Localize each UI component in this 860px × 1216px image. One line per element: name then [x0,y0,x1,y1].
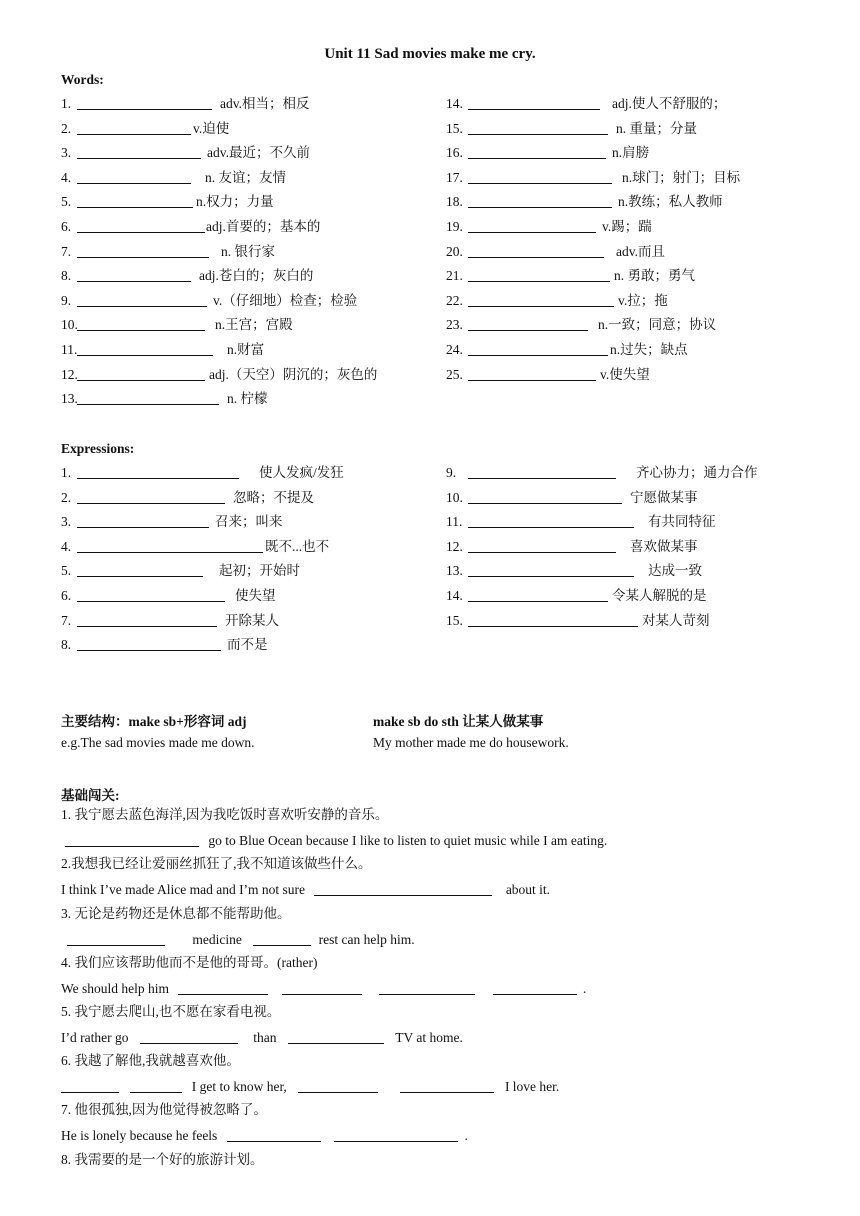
item-meaning: 对某人苛刻 [642,612,710,628]
answer-blank[interactable] [77,169,191,184]
q7-chinese: 7. 他很孤独,因为他觉得被忽略了。 [61,1102,267,1117]
item-number: 14. [446,588,463,603]
answer-blank[interactable] [77,513,209,528]
answer-blank[interactable] [468,538,616,553]
item-meaning: n. 友谊；友情 [205,169,286,185]
item-number: 11. [61,342,78,357]
item-meaning: adj.（天空）阴沉的；灰色的 [209,366,378,382]
list-item [61,340,264,360]
answer-blank[interactable] [77,120,191,135]
list-item [446,266,695,286]
answer-blank[interactable] [77,366,205,381]
q5-text-b: than [253,1030,277,1045]
item-meaning: 召来；叫来 [215,514,283,530]
answer-blank[interactable] [468,218,596,233]
item-number: 21. [446,268,463,284]
item-number: 23. [446,317,463,333]
list-item [446,315,716,335]
item-meaning: n.一致；同意；协议 [598,317,717,333]
structure-example-right: My mother made me do housework. [373,735,569,750]
item-meaning: v.（仔细地）检查；检验 [213,292,358,308]
item-meaning: 起初；开始时 [219,563,300,579]
item-number: 25. [446,366,463,382]
item-number: 4. [61,169,72,185]
item-meaning: adv.相当；相反 [220,96,310,111]
list-item [61,611,279,631]
item-number: 5. [61,563,72,579]
answer-blank[interactable] [77,489,225,504]
answer-blank[interactable] [468,316,588,331]
item-number: 7. [61,612,72,628]
answer-blank[interactable] [468,562,634,577]
answer-blank[interactable] [130,1078,182,1093]
item-meaning: n.教练；私人教师 [618,194,723,210]
item-meaning: n.财富 [227,342,265,357]
item-meaning: 使人发疯/发狂 [259,465,344,480]
answer-blank[interactable] [468,366,596,381]
item-number: 17. [446,169,463,185]
answer-blank[interactable] [77,218,205,233]
item-number: 15. [446,120,463,136]
item-number: 19. [446,219,463,234]
list-item [446,586,707,606]
answer-blank[interactable] [314,881,492,896]
item-number: 1. [61,96,72,111]
answer-blank[interactable] [77,562,203,577]
item-meaning: n. 重量；分量 [616,120,697,136]
item-meaning: n. 银行家 [221,243,275,259]
item-meaning: 宁愿做某事 [630,489,698,505]
answer-blank[interactable] [379,980,475,995]
words-heading: Words: [61,72,104,87]
q5-chinese: 5. 我宁愿去爬山,也不愿在家看电视。 [61,1004,281,1019]
list-item [61,291,357,311]
item-meaning: adv.最近；不久前 [207,145,310,161]
structure-heading-right: make sb do sth 让某人做某事 [373,714,544,729]
list-item [446,168,740,188]
list-item [61,488,314,508]
answer-blank[interactable] [77,390,219,405]
answer-blank[interactable] [77,587,225,602]
answer-blank[interactable] [77,292,207,307]
item-meaning: 而不是 [227,637,268,653]
list-item [61,217,320,237]
q5-english [61,1028,463,1048]
item-number: 6. [61,219,72,234]
item-meaning: adj.首要的；基本的 [206,219,321,234]
list-item [61,389,268,409]
list-item [61,143,310,163]
answer-blank[interactable] [298,1078,378,1093]
q1-text: go to Blue Ocean because I like to listen to quiet music while I am eating. [208,833,608,848]
item-meaning: adj.使人不舒服的； [612,96,727,111]
page-title: Unit 11 Sad movies make me cry. [324,46,536,62]
q1-english [61,831,607,851]
list-item [446,512,716,532]
answer-blank[interactable] [61,1078,119,1093]
answer-blank[interactable] [468,489,622,504]
item-meaning: v.使失望 [600,366,650,382]
item-number: 22. [446,292,463,308]
item-number: 2. [61,489,72,505]
answer-blank[interactable] [77,612,217,627]
list-item [446,561,702,581]
q2-chinese: 2.我想我已经让爱丽丝抓狂了,我不知道该做些什么。 [61,856,372,871]
item-number: 15. [446,612,463,628]
list-item [61,94,310,114]
list-item [61,512,283,532]
list-item [446,94,726,114]
answer-blank[interactable] [253,931,311,946]
answer-blank[interactable] [468,193,612,208]
answer-blank[interactable] [493,980,577,995]
item-number: 13. [446,563,463,579]
q7-text-b: . [464,1128,468,1143]
item-meaning: 开除某人 [225,612,279,628]
item-meaning: n. 柠檬 [227,391,268,407]
answer-blank[interactable] [468,612,638,627]
basics-heading: 基础闯关: [61,788,120,803]
answer-blank[interactable] [400,1078,494,1093]
item-number: 24. [446,342,463,357]
q3-english [61,930,415,950]
item-number: 8. [61,637,72,653]
answer-blank[interactable] [468,243,604,258]
list-item [61,242,275,262]
item-meaning: n.球门；射门；目标 [622,169,741,185]
item-number: 16. [446,145,463,161]
list-item [61,586,276,606]
answer-blank[interactable] [77,193,193,208]
answer-blank[interactable] [140,1029,238,1044]
q2-text-a: I think I’ve made Alice mad and I’m not sure [61,882,306,897]
answer-blank[interactable] [468,95,600,110]
answer-blank[interactable] [288,1029,384,1044]
q4-english [61,979,586,999]
q4-text-b: . [582,981,587,996]
item-meaning: n. 勇敢；勇气 [614,268,695,284]
list-item [61,537,329,557]
item-meaning: n.王宫；宫殿 [215,317,293,333]
list-item [61,635,268,655]
q2-text-b: about it. [505,882,551,897]
item-meaning: 喜欢做某事 [630,538,698,554]
q6-text-b: I love her. [504,1079,560,1094]
answer-blank[interactable] [334,1127,458,1142]
list-item [446,537,698,557]
q6-english [61,1077,559,1097]
item-number: 5. [61,194,72,210]
list-item [446,217,652,237]
answer-blank[interactable] [468,120,608,135]
item-number: 7. [61,243,72,259]
item-meaning: adv.而且 [616,243,665,259]
expressions-heading: Expressions: [61,441,135,456]
answer-blank[interactable] [77,341,213,356]
q3-chinese: 3. 无论是药物还是休息都不能帮助他。 [61,906,291,921]
item-meaning: adj.苍白的；灰白的 [199,268,314,284]
list-item [446,119,697,139]
list-item [446,192,723,212]
answer-blank[interactable] [77,267,191,282]
answer-blank[interactable] [77,95,212,110]
item-number: 9. [61,292,72,308]
list-item [446,340,688,360]
answer-blank[interactable] [468,267,610,282]
item-number: 4. [61,538,72,554]
item-number: 2. [61,120,72,136]
structure-example-left: e.g.The sad movies made me down. [61,735,255,750]
item-number: 9. [446,465,457,480]
answer-blank[interactable] [77,144,201,159]
q2-english [61,880,550,900]
item-meaning: 既不...也不 [265,538,330,554]
item-meaning: 有共同特征 [648,514,716,530]
q6-chinese: 6. 我越了解他,我就越喜欢他。 [61,1053,240,1068]
answer-blank[interactable] [468,169,612,184]
answer-blank[interactable] [65,832,199,847]
q8-chinese: 8. 我需要的是一个好的旅游计划。 [61,1152,264,1167]
answer-blank[interactable] [77,243,209,258]
structure-heading-left: 主要结构：make sb+形容词 adj [61,714,247,729]
q6-text-a: I get to know her, [191,1079,287,1094]
item-meaning: n.肩膀 [612,145,650,161]
item-meaning: 使失望 [235,588,276,603]
item-number: 11. [446,514,463,530]
item-number: 12. [61,366,78,382]
list-item [61,266,313,286]
list-item [61,463,344,483]
item-number: 14. [446,96,463,111]
q3-text-a: medicine [192,932,242,947]
item-meaning: v.踢；踹 [602,219,652,234]
list-item [61,119,229,139]
answer-blank[interactable] [468,513,634,528]
item-number: 12. [446,538,463,554]
q5-text-c: TV at home. [395,1030,463,1045]
list-item [61,192,274,212]
answer-blank[interactable] [77,636,221,651]
answer-blank[interactable] [77,464,239,479]
item-meaning: n.权力；力量 [196,194,274,210]
item-number: 13. [61,391,78,407]
list-item [446,463,758,483]
list-item [446,488,698,508]
list-item [446,365,650,385]
q7-text-a: He is lonely because he feels [61,1128,218,1143]
q7-english [61,1126,468,1146]
item-meaning: 齐心协力；通力合作 [636,465,758,480]
item-number: 8. [61,268,72,284]
item-number: 10. [61,317,78,333]
answer-blank[interactable] [468,292,614,307]
answer-blank[interactable] [67,931,165,946]
q4-text-a: We should help him [61,981,170,996]
answer-blank[interactable] [468,341,608,356]
item-meaning: n.过失；缺点 [610,342,688,357]
answer-blank[interactable] [468,144,606,159]
item-meaning: v.拉；拖 [618,292,668,308]
answer-blank[interactable] [468,587,608,602]
list-item [446,242,665,262]
answer-blank[interactable] [178,980,268,995]
item-meaning: 达成一致 [648,563,702,579]
item-meaning: 忽略；不提及 [233,489,314,505]
q5-text-a: I’d rather go [61,1030,129,1045]
answer-blank[interactable] [282,980,362,995]
answer-blank[interactable] [77,538,263,553]
item-number: 20. [446,243,463,259]
answer-blank[interactable] [468,464,616,479]
item-meaning: v.迫使 [193,120,230,136]
item-number: 18. [446,194,463,210]
item-number: 1. [61,465,72,480]
list-item [61,168,286,188]
q4-chinese: 4. 我们应该帮助他而不是他的哥哥。(rather) [61,955,318,970]
q3-text-b: rest can help him. [318,932,415,947]
answer-blank[interactable] [227,1127,321,1142]
list-item [61,315,293,335]
list-item [446,143,649,163]
list-item [446,611,710,631]
list-item [446,291,668,311]
q1-chinese: 1. 我宁愿去蓝色海洋,因为我吃饭时喜欢听安静的音乐。 [61,807,389,822]
item-number: 6. [61,588,72,603]
answer-blank[interactable] [77,316,205,331]
item-number: 3. [61,145,72,161]
list-item [61,561,300,581]
list-item [61,365,377,385]
item-number: 10. [446,489,463,505]
item-number: 3. [61,514,72,530]
item-meaning: 令某人解脱的是 [612,588,707,603]
